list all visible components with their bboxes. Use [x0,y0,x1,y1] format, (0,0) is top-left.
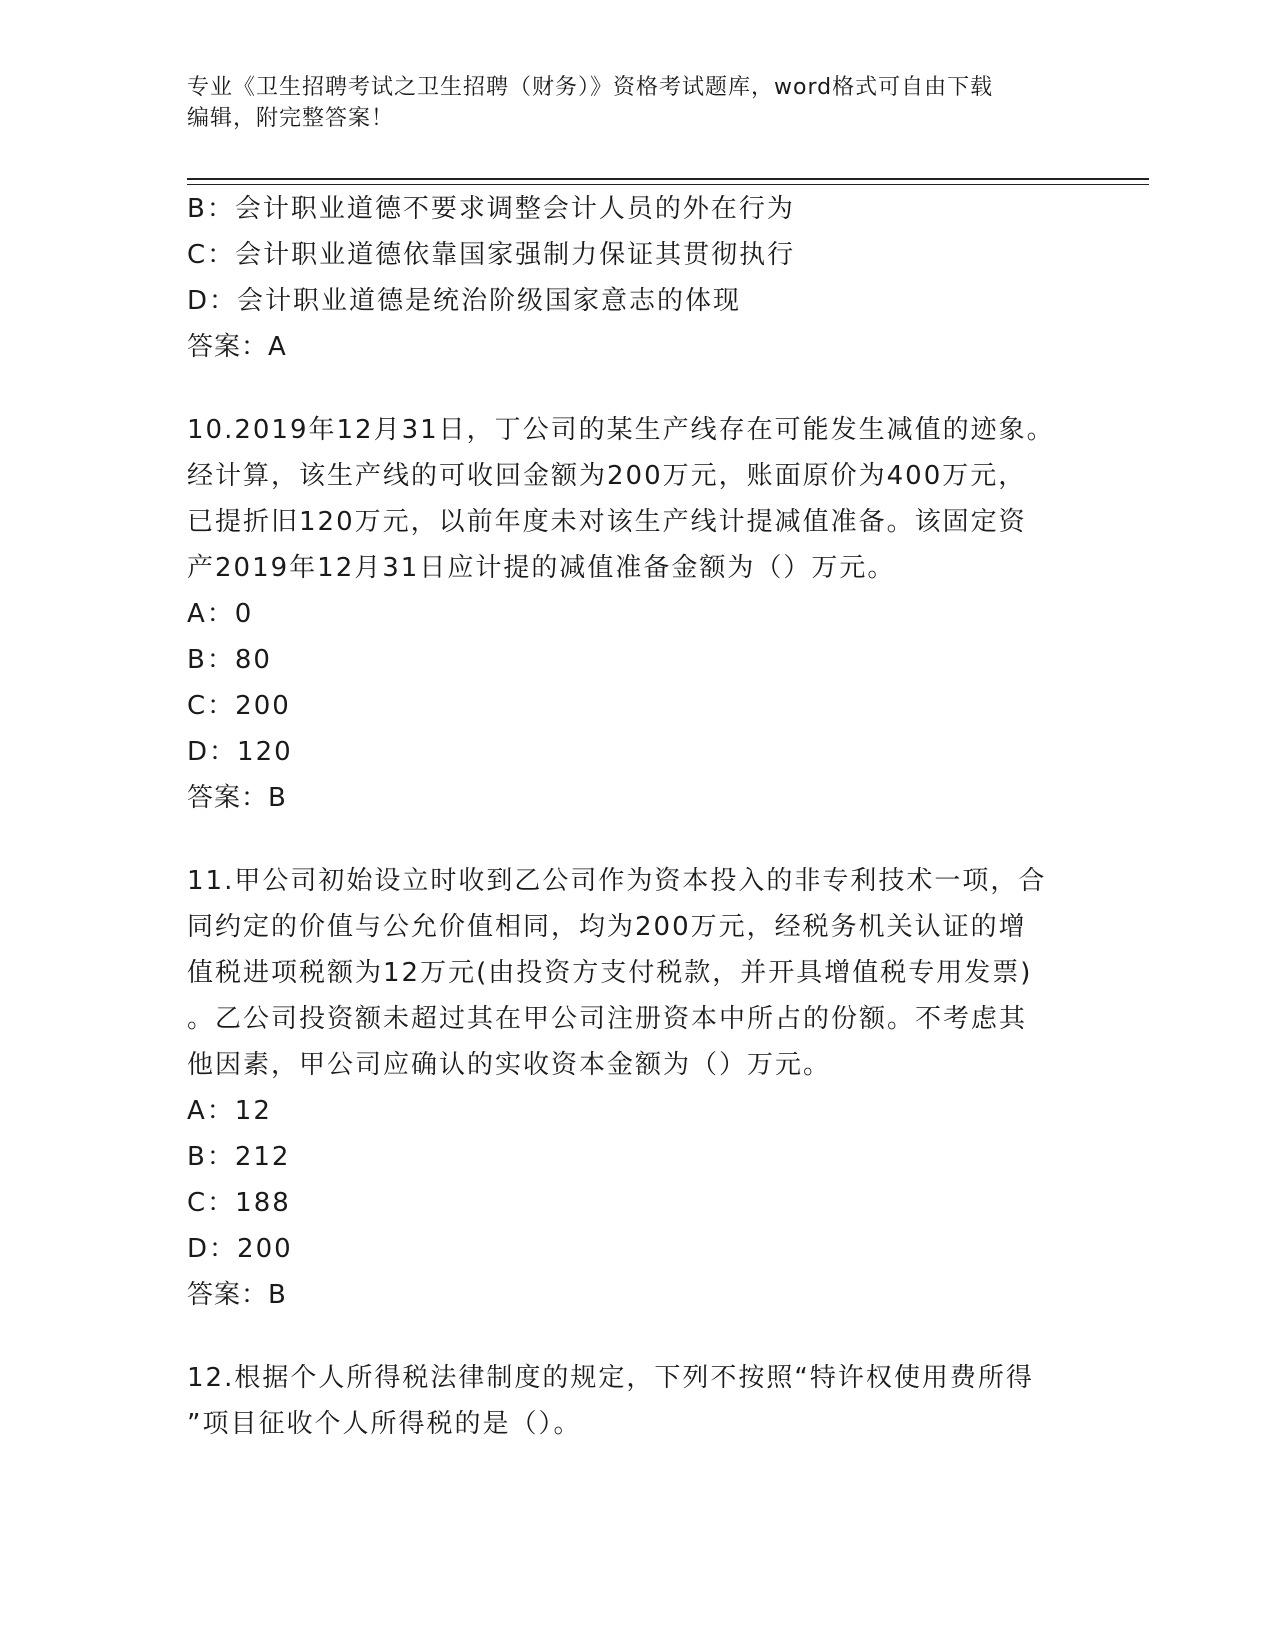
question-9 [187,186,1087,370]
document-body [187,186,1087,1447]
header-divider-thin [187,184,1149,185]
option-a: A：0 [187,599,254,629]
question-line: 12.根据个人所得税法律制度的规定，下列不按照“特许权使用费所得 [187,1363,1034,1393]
question-line: 11.甲公司初始设立时收到乙公司作为资本投入的非专利技术一项，合 [187,866,1047,896]
question-line: 同约定的价值与公允价值相同，均为200万元，经税务机关认证的增 [187,912,1027,942]
option-b: B：80 [187,645,272,675]
header-line-1: 专业《卫生招聘考试之卫生招聘（财务）》资格考试题库，word格式可自由下载 [187,75,994,100]
option-d: D：120 [187,737,293,767]
document-header [187,72,1087,134]
header-line-2: 编辑，附完整答案！ [187,106,395,131]
question-12 [187,1355,1087,1447]
option-d: D：200 [187,1234,293,1264]
answer: 答案：A [187,332,287,362]
question-line: 10.2019年12月31日，丁公司的某生产线存在可能发生减值的迹象。 [187,415,1055,445]
answer: 答案：B [187,1280,287,1310]
option-a: A：12 [187,1096,272,1126]
question-11 [187,858,1087,1318]
question-10 [187,407,1087,821]
question-text [187,1355,1087,1447]
header-divider-thick [187,178,1149,180]
question-line: 产2019年12月31日应计提的减值准备金额为（）万元。 [187,553,896,583]
option-b: B：会计职业道德不要求调整会计人员的外在行为 [187,194,795,224]
option-c: C：200 [187,691,291,721]
question-text [187,407,1087,591]
question-line: 值税进项税额为12万元(由投资方支付税款，并开具增值税专用发票) [187,958,1033,988]
question-line: 经计算，该生产线的可收回金额为200万元，账面原价为400万元， [187,461,1027,491]
option-c: C：188 [187,1188,291,1218]
question-line: 他因素，甲公司应确认的实收资本金额为（）万元。 [187,1050,832,1080]
answer: 答案：B [187,783,287,813]
question-line: 已提折旧120万元，以前年度未对该生产线计提减值准备。该固定资 [187,507,1027,537]
question-line: ”项目征收个人所得税的是（）。 [187,1409,582,1439]
option-b: B：212 [187,1142,291,1172]
question-text [187,858,1087,1088]
option-d: D：会计职业道德是统治阶级国家意志的体现 [187,286,742,316]
question-line: 。乙公司投资额未超过其在甲公司注册资本中所占的份额。不考虑其 [187,1004,1028,1034]
option-c: C：会计职业道德依靠国家强制力保证其贯彻执行 [187,240,796,270]
